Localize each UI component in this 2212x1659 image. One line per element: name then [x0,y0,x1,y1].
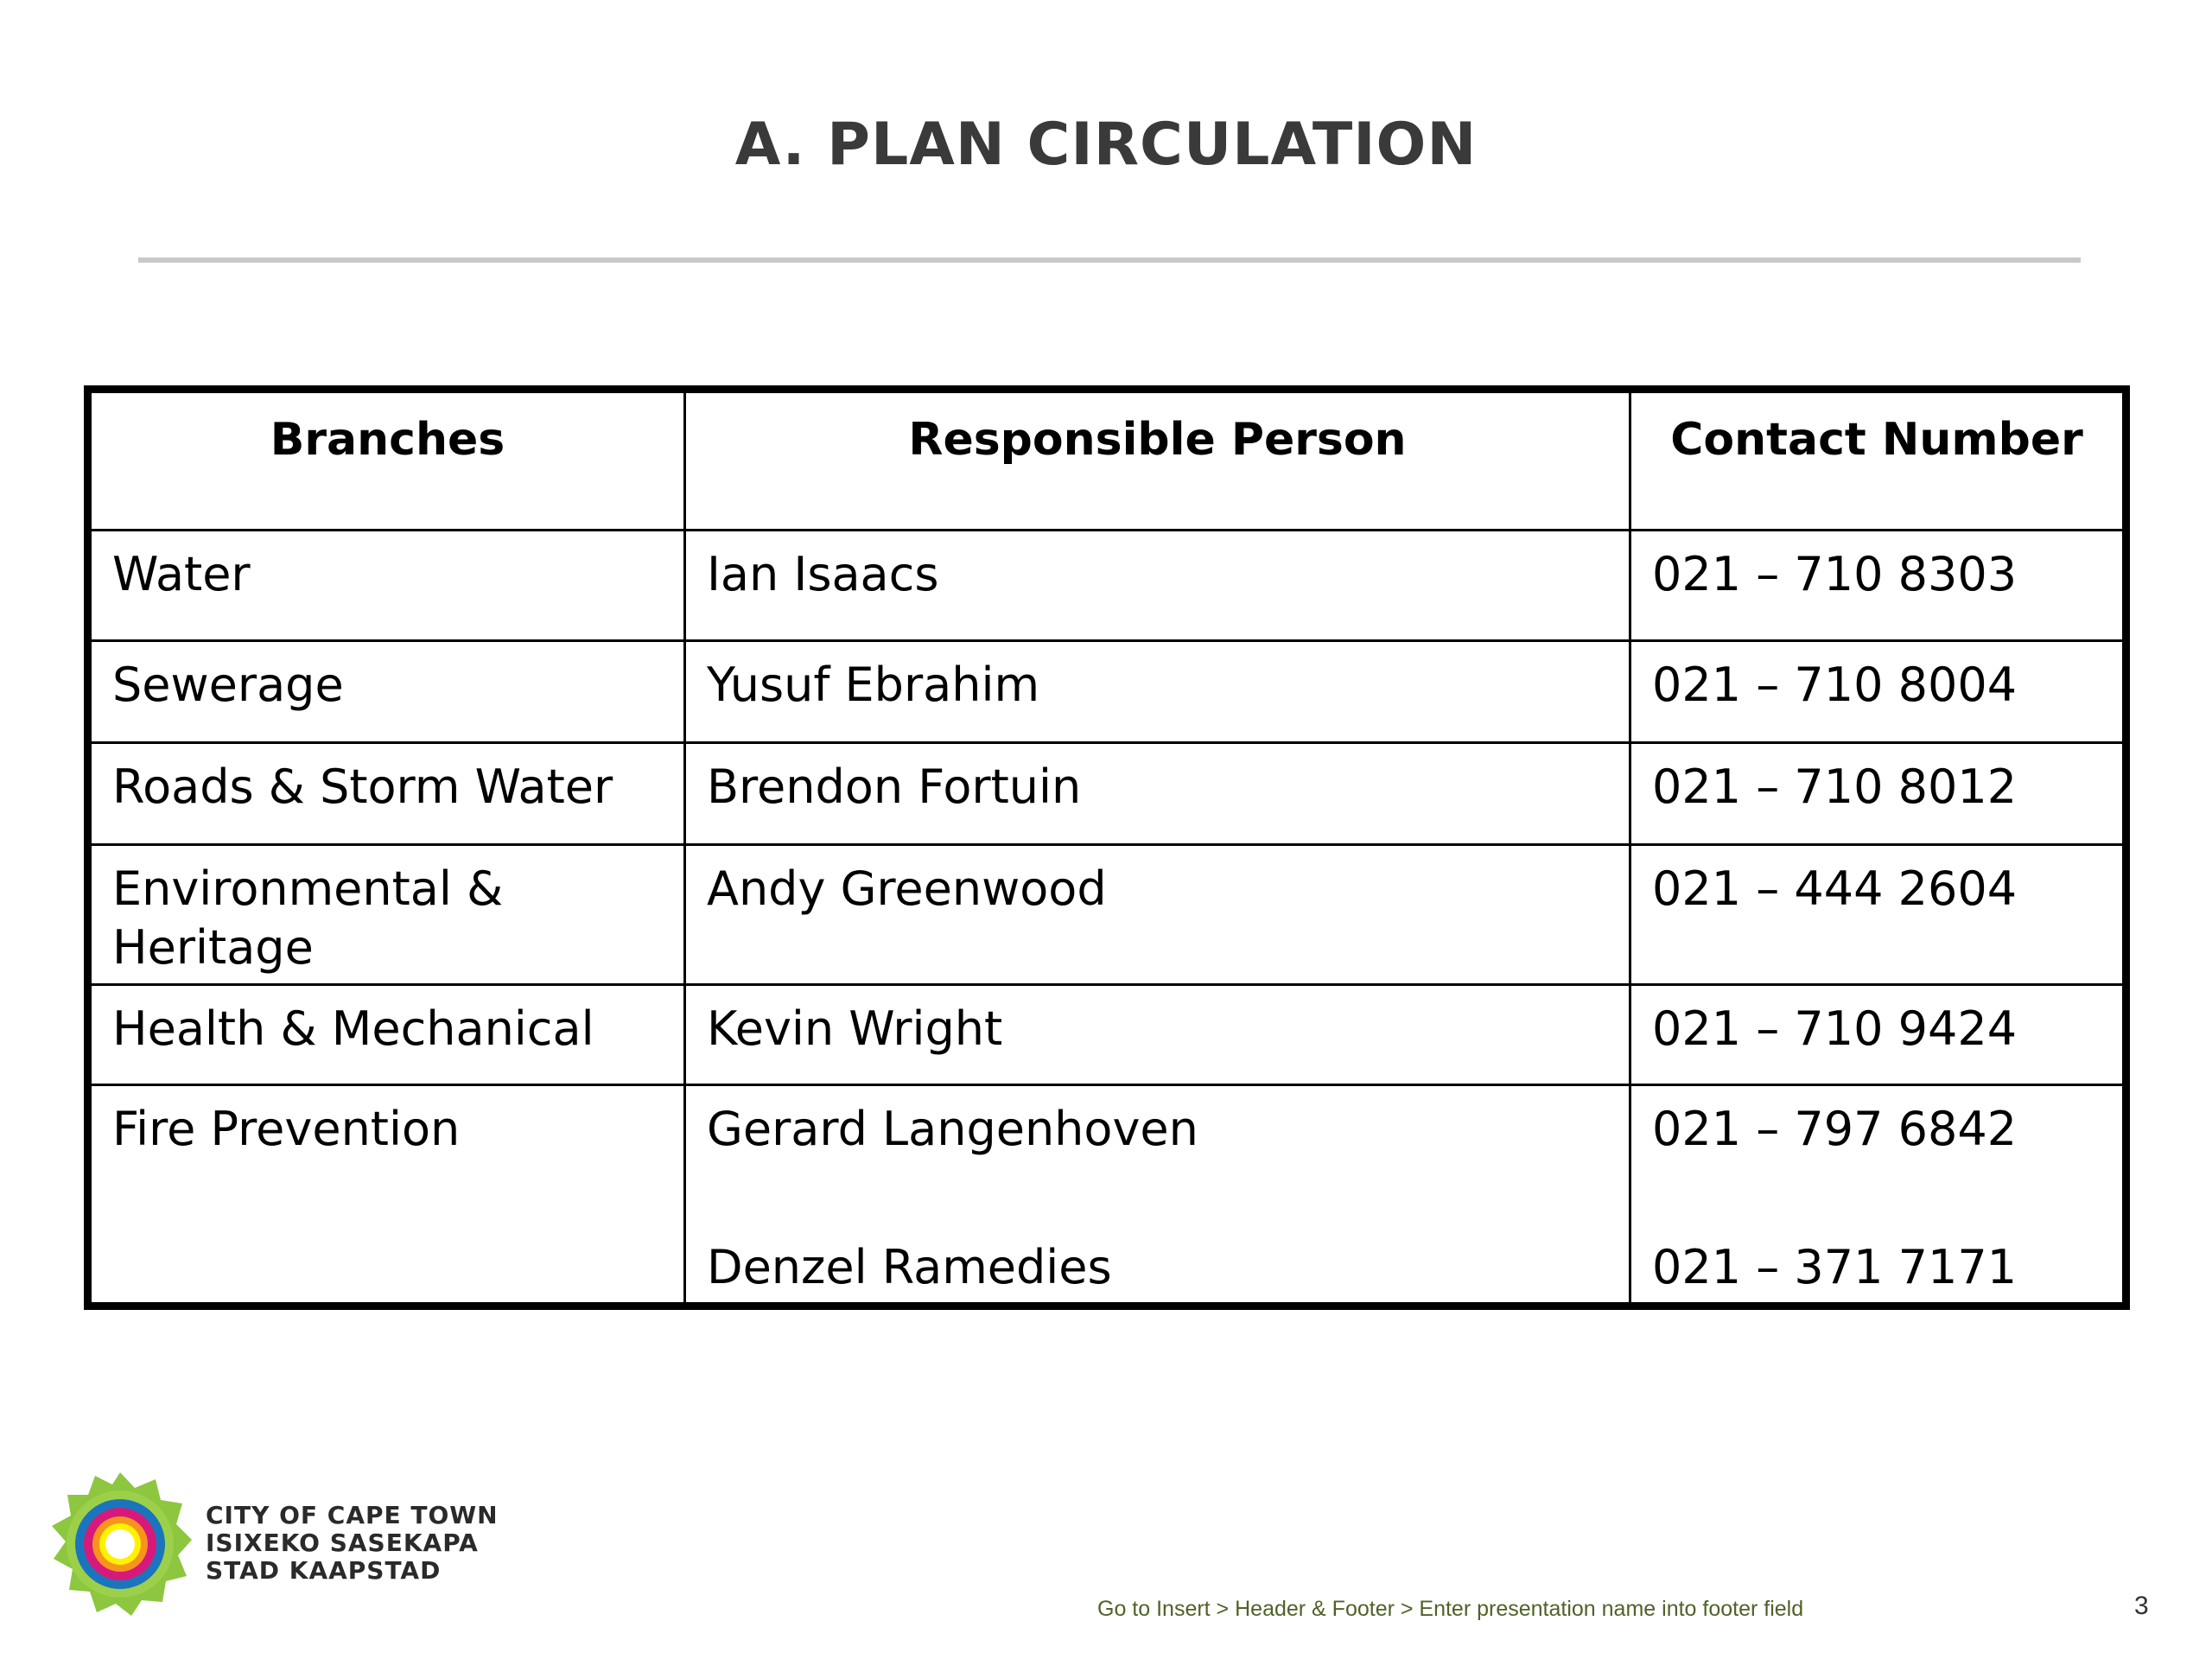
person-cell: Yusuf Ebrahim [685,641,1630,743]
slide-title: A. PLAN CIRCULATION [734,111,1478,179]
branch-cell: Health & Mechanical [91,985,685,1085]
person-name: Denzel Ramedies [707,1240,1112,1294]
logo-line: STAD KAAPSTAD [206,1556,442,1585]
person-cell: Ian Isaacs [685,531,1630,641]
contact-cell: 021 – 710 8012 [1630,743,2124,845]
header-contact-number: Contact Number [1630,392,2124,531]
logo-line: CITY OF CAPE TOWN [206,1501,499,1529]
logo-line: ISIXEKO SASEKAPA [206,1529,479,1557]
table-row [91,1085,2124,1304]
footer-placeholder-text: Go to Insert > Header & Footer > Enter presentation name into footer field [1097,1597,1804,1621]
person-cell [685,1085,1630,1304]
table-row [91,845,2124,985]
city-of-cape-town-emblem-icon [48,1472,192,1616]
header-responsible-person: Responsible Person [685,392,1630,531]
contact-number: 021 – 371 7171 [1652,1240,2018,1294]
person-cell: Brendon Fortuin [685,743,1630,845]
contact-cell: 021 – 710 9424 [1630,985,2124,1085]
circulation-table [84,385,2130,1310]
table-row [91,531,2124,641]
person-cell: Andy Greenwood [685,845,1630,985]
branch-cell: Sewerage [91,641,685,743]
contact-cell: 021 – 710 8303 [1630,531,2124,641]
logo-wordmark [206,1502,499,1585]
header-branches: Branches [91,392,685,531]
title-divider [138,257,2081,263]
branch-cell: Fire Prevention [91,1085,685,1304]
page-number: 3 [2134,1592,2149,1620]
contact-cell: 021 – 444 2604 [1630,845,2124,985]
contact-number: 021 – 797 6842 [1652,1102,2018,1156]
branch-cell: Water [91,531,685,641]
branch-cell: Environmental & Heritage [91,845,685,985]
branch-cell: Roads & Storm Water [91,743,685,845]
table-row [91,641,2124,743]
table-row [91,985,2124,1085]
table-header-row [91,392,2124,531]
contact-cell [1630,1085,2124,1304]
table-row [91,743,2124,845]
contact-cell: 021 – 710 8004 [1630,641,2124,743]
person-name: Gerard Langenhoven [707,1102,1198,1156]
person-cell: Kevin Wright [685,985,1630,1085]
